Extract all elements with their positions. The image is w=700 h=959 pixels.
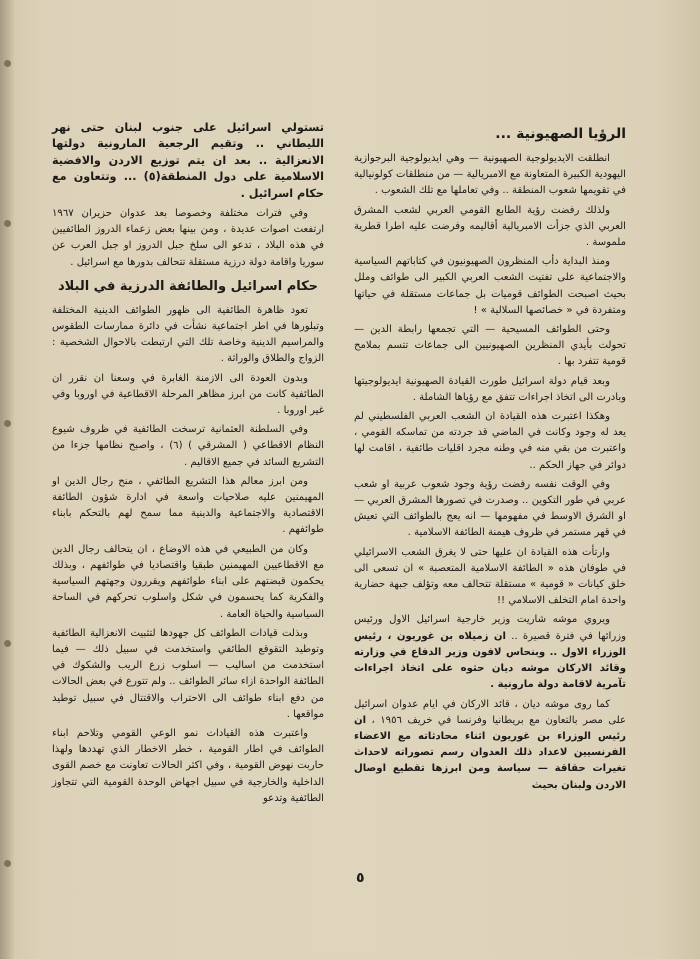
- left-column-title: حكام اسرائيل والطائفة الدرزية في البلاد: [57, 278, 319, 294]
- lead-paragraph: تستولي اسرائيل على جنوب لبنان حتى نهر الليطاني .. وتقيم الرجعية المارونية دولتها الانعزالية .. بعد ان يتم توزيع الاردن والافضية الاسلامية على دول المنطقة(٥) ... وتتعاون مع حكام اسرائيل .: [52, 121, 324, 200]
- paragraph-text: كما روى موشه ديان ، قائد الاركان في ايام عدوان اسرائيل على مصر بالتعاون مع بريطانيا وفرنسا في خريف ١٩٥٦ ،: [354, 698, 626, 726]
- paragraph: وهكذا اعتبرت هذه القيادة ان الشعب العربي الفلسطيني لم يعد له وجود وكانت في الماضي قد جردته من تماسكه القومي ، واعتبرت من بقي منه في وطنه مجرد اقليات طائفية ، اقامت لها دوائر في جهاز الحكم ..: [354, 411, 626, 471]
- paragraph: وحتى الطوائف المسيحية — التي تجمعها رابطة الدين — تحولت بأيدي المنظرين الصهيونيين الى جماعات تتسم بملامح قومية تتفرد بها .: [354, 324, 626, 368]
- paragraph: ومنذ البداية دأب المنظرون الصهيونيون في كتاباتهم السياسية والاجتماعية على تفتيت الشعب العربي الكبير الى طوائف وملل بحيث اصبحت الطوائف قوميات بل جماعات مستقلة في حياتها ومتفردة في « خصائصها السلالية » !: [354, 256, 626, 316]
- bold-ending: ان رئيس الوزراء بن غوريون اثناء محادثاته مع الاعضاء الفرنسيين لاعداد ذلك العدوان رسم تصوراته لاحداث تغيرات حقاقة — سياسة ومن ابرزها تقطيع اوصال الاردن ولبنان بحيث: [354, 714, 626, 791]
- paragraph: وفي السلطنة العثمانية ترسخت الطائفية في ظروف شيوع النظام الاقطاعي ( المشرقي ) (٦) ، واصبح نظامها جزءا من التشريع السائد في جميع الاقاليم .: [52, 424, 324, 468]
- paragraph: وبذلت قيادات الطوائف كل جهودها لتثبيت الانعزالية الطائفية وتوطيد التقوقع الطائفي واستخدمت في سبيل ذلك — فيما استخدمت من اساليب — اسلوب زرع الريب والشكوك في الطائفة الواحدة ازاء سائر الطوائف .. ولم تتورع في بعض الحالات من دفع ابناء طوائف الى الاحتراب والاقتتال في سبيل توطيد مواقعها .: [52, 627, 324, 720]
- paragraph: وبعد قيام دولة اسرائيل طورت القيادة الصهيونية ايديولوجيتها وبادرت الى اتخاذ اجراءات تتفق مع رؤياها الشاملة .: [354, 375, 626, 403]
- paragraph: [354, 612, 626, 693]
- left-column: [52, 120, 324, 810]
- paragraph: ومن ابرز معالم هذا التشريع الطائفي ، منح رجال الدين او المهيمنين عليه صلاحيات واسعة في ادارة شؤون الطائفة الاقتصادية والاجتماعية والدينية مما سمح لهم بالتحكم بابناء طوائفهم .: [52, 475, 324, 536]
- paragraph: وارتأت هذه القيادة ان عليها حتى لا يغرق الشعب الاسرائيلي في طوفان هذه « الطائفة الاسلامية المتعصبة » ان تسعى الى خلق كيانات « قومية » مستقلة تتحالف معه وتؤلف جبهة حضارية واحدة امام التخلف الاسلامي !!: [354, 546, 626, 607]
- paragraph: وكان من الطبيعي في هذه الاوضاع ، ان يتحالف رجال الدين مع الاقطاعيين المهيمنين طبقيا واقتصاديا في طوائفهم ، وبذلك يحكمون قبضتهم على ابناء طوائفهم ويقررون وجهتهم السياسية والفكرية كما يحسمون في شكل واسلوب تحركهم في الساحة السياسية والحياة العامة .: [52, 543, 324, 620]
- binding-hole: [4, 420, 11, 427]
- paragraph: [354, 697, 626, 794]
- right-column-title: الرؤيا الصهيونية ...: [495, 126, 626, 142]
- binding-hole: [4, 60, 11, 67]
- paragraph: وفي فترات مختلفة وخصوصا بعد عدوان حزيران ١٩٦٧ ارتفعت اصوات عديدة ، ومن بينها بعض زعماء الدروز الطائفيين في هذه البلاد ، تدعو الى سلخ جبل الدروز او جبل العرب عن سوريا واقامة دولة درزية مستقلة تتحالف بدورها مع اسرائيل .: [52, 208, 324, 268]
- paragraph: وبدون العودة الى الازمنة الغابرة في وسعنا ان نقرر ان الطائفية كانت من ابرز مظاهر المرحلة الاقطاعية في اوروبا وفي غير اوروبا .: [52, 372, 324, 417]
- paragraph: وفي الوقت نفسه رفضت رؤية وجود شعوب عربية او شعب عربي في طور التكوين .. وصدرت في تصورها المشرق العربي — او الشرق الاوسط في مفهومها — انه يعج بالطوائف التي تعيش في قهر مستمر في ظروف هيمنة الطائفة الاسلامية .: [354, 478, 626, 539]
- paragraph-text: ويروي موشه شاريت وزير خارجية اسرائيل الاول ورئيس وزرائها في فترة قصيرة ..: [354, 614, 626, 642]
- paragraph: واعتبرت هذه القيادات نمو الوعي القومي وتلاحم ابناء الطوائف في اطار القومية ، خطر الاخطار الذي تهددها ولهذا حاربت نهوض القومية ، وفي اكثر الحالات تعاونت مع خصم القوى الداخلية والخارجية في سبيل اجهاض الوحدة القومية التي تتجاوز الطائفية وتدعو: [52, 727, 324, 804]
- binding-hole: [4, 640, 11, 647]
- paragraph: انطلقت الايديولوجية الصهيونية — وهي ايديولوجية البرجوازية اليهودية الكبيرة المتعاونة مع الامبريالية — من منطلقات كولونيالية في تقويمها شعوب المنطقة .. وفي تعاملها مع تلك الشعوب .: [354, 153, 626, 197]
- binding-hole: [4, 860, 11, 867]
- page-number: ٥: [356, 870, 365, 886]
- binding-hole: [4, 220, 11, 227]
- paragraph: ولذلك رفضت رؤية الطابع القومي العربي لشعب المشرق العربي الذي جزأت الامبريالية أقاليمه وفرضت عليه اطرا قطرية ملموسة .: [354, 204, 626, 249]
- right-column: [354, 120, 626, 797]
- paragraph: تعود ظاهرة الطائفية الى ظهور الطوائف الدينية المختلفة وتبلورها في اطر اجتماعية نشأت في دائرة ممارسات الطقوس والمراسيم الدينية وخاصة تلك التي ارتبطت بالاحوال الشخصية : الزواج والطلاق والوراثة .: [52, 304, 324, 365]
- bold-passage: ان زميلاه بن غوريون ، رئيس الوزراء الاول .. وبنحاس لافون وزير الدفاع في وزارته وقائد الاركان موشه ديان حثوه على اتخاذ اجراءات تآمرية لاقامة دولة مارونية .: [354, 630, 626, 691]
- binding-holes: [4, 0, 12, 959]
